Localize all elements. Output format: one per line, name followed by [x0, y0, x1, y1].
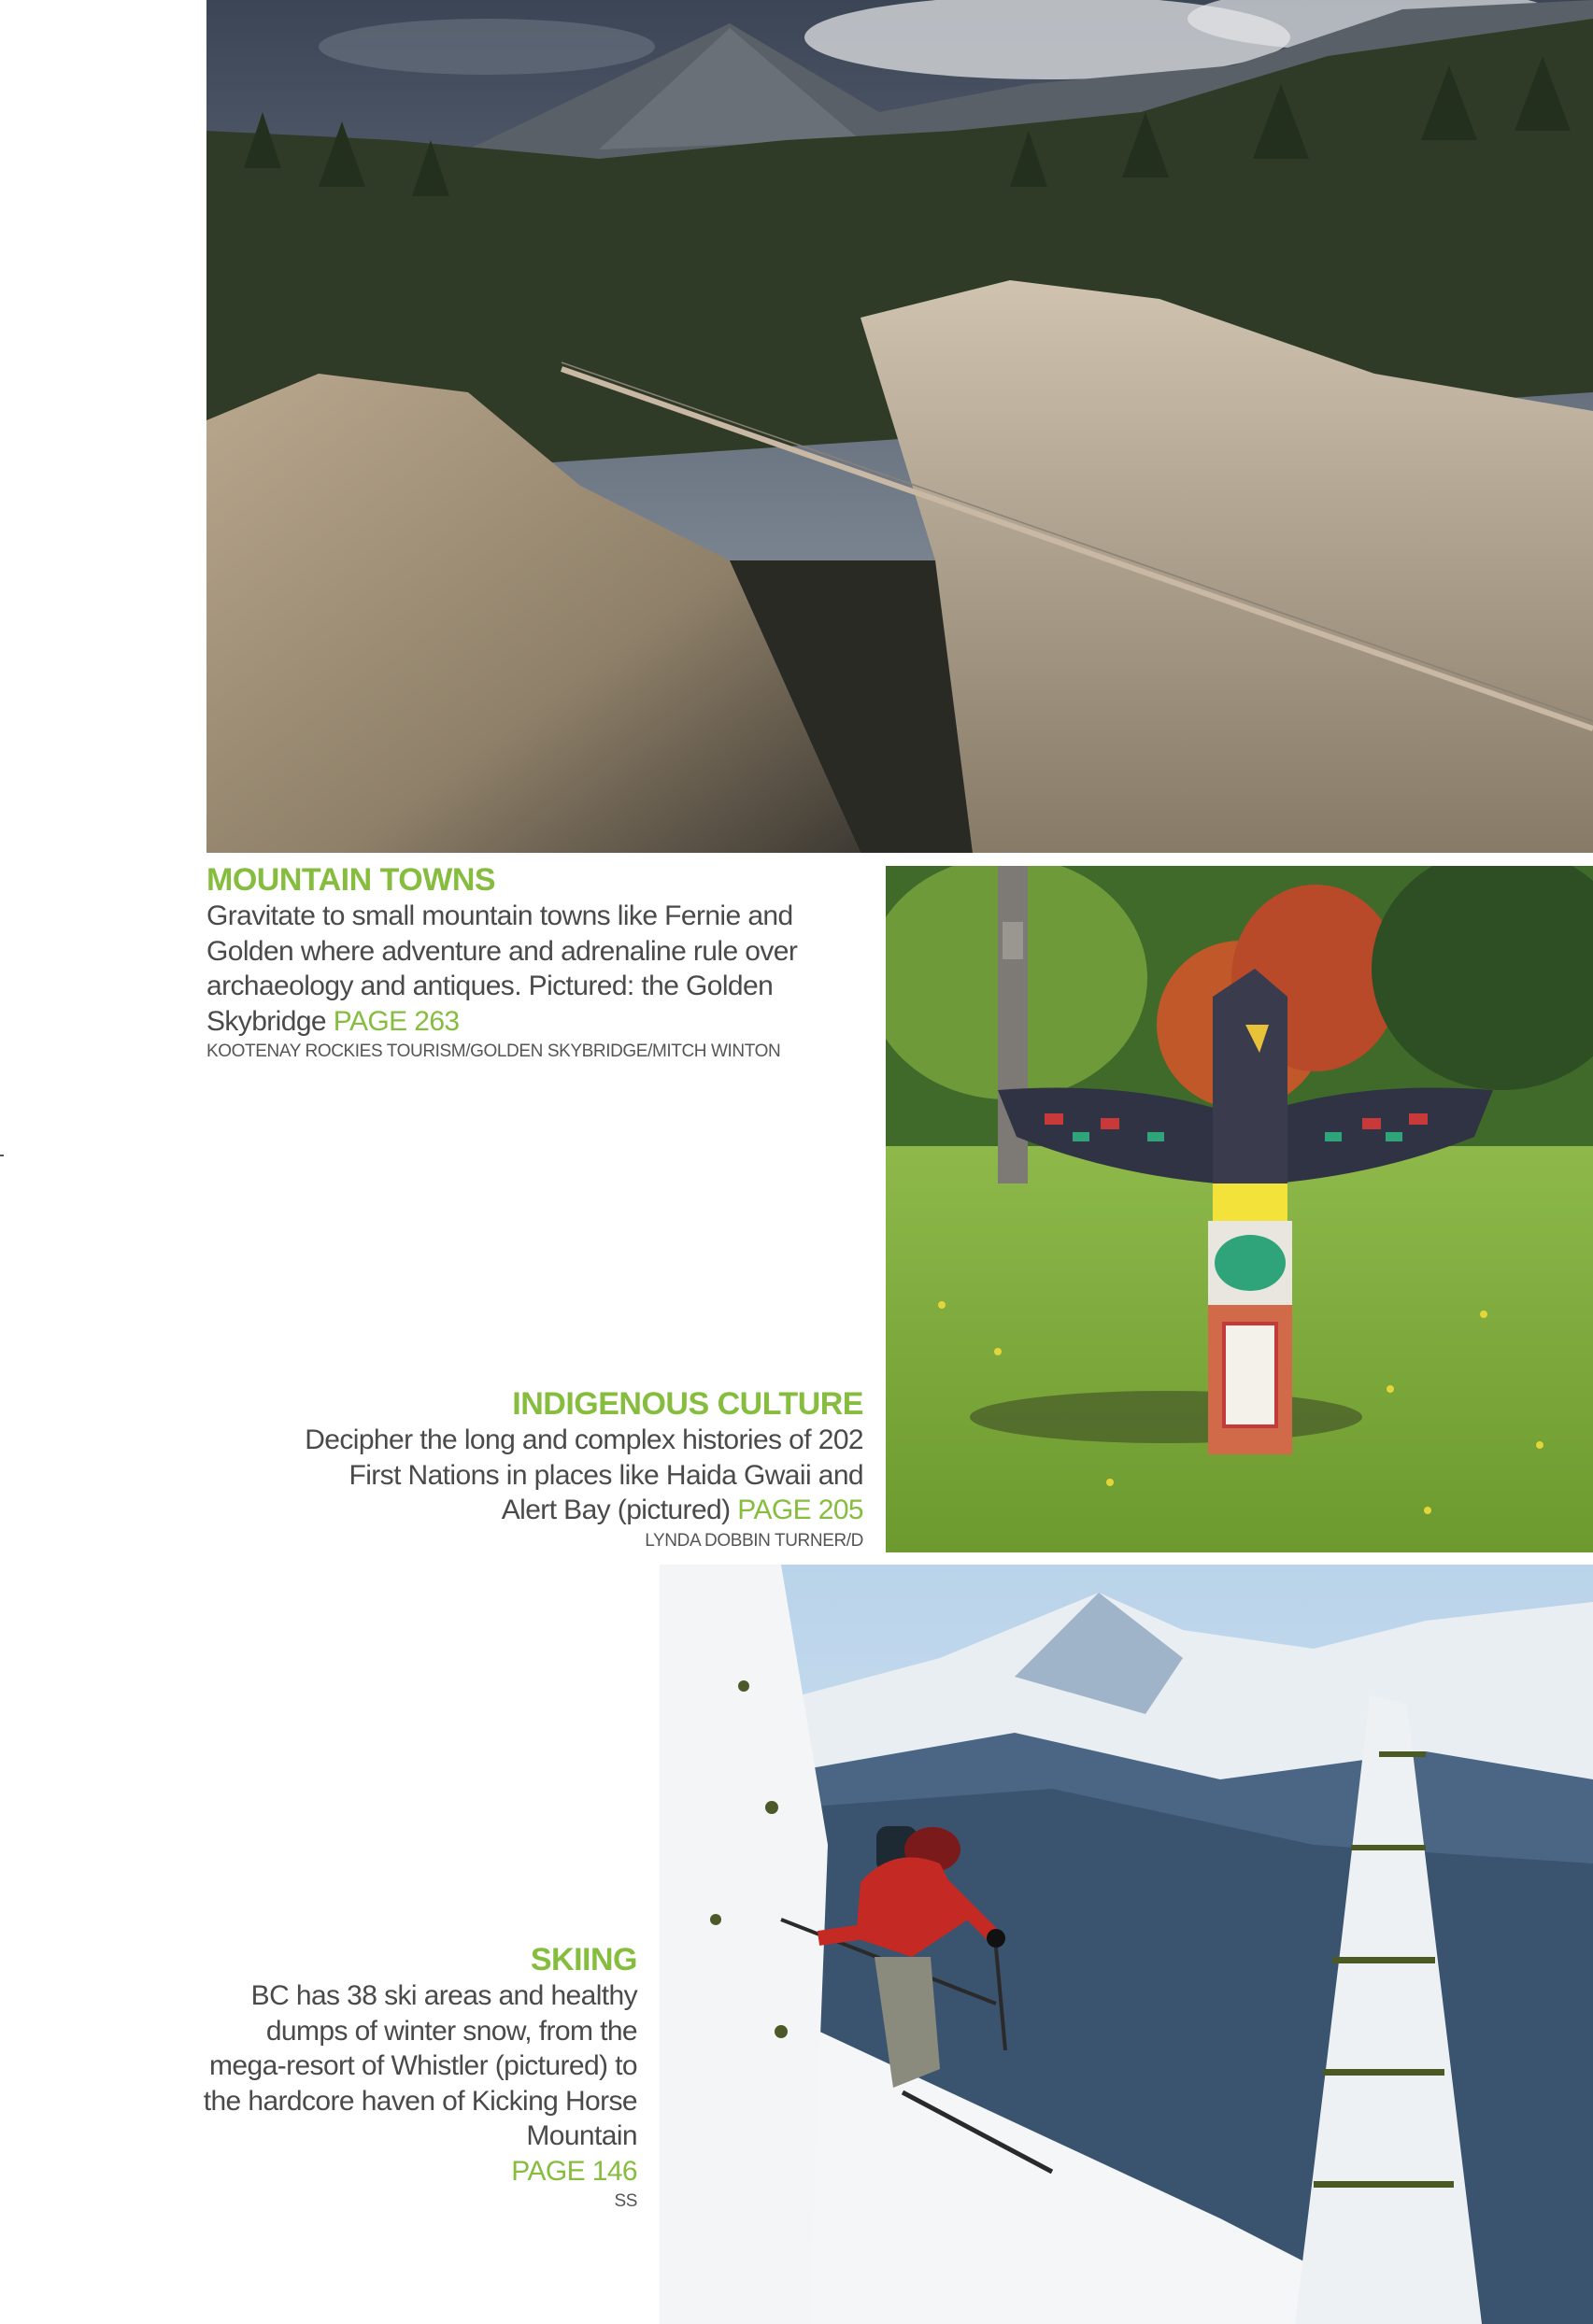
page-reference: PAGE 205 — [737, 1495, 863, 1525]
section-text: Decipher the long and complex histories of 202 First Nations in places like Haida Gwaii and Alert Bay (pictured) — [305, 1424, 863, 1525]
section-heading: INDIGENOUS CULTURE — [512, 1386, 863, 1422]
skier-photo — [660, 1565, 1593, 2324]
section-body: BC has 38 ski areas and healthy dumps of winter snow, from the mega-resort of Whistler (pictured) to the hardcore haven of Kicking Horse Mountain — [203, 1980, 637, 2151]
caption-indigenous-culture — [299, 1385, 863, 1552]
photo-credit: LYNDA DOBBIN TURNER/D — [645, 1530, 863, 1551]
section-text: Gravitate to small mountain towns like Fernie and Golden where adventure and adrenaline rule over archaeology and antiques. Pictured: the Golden Skybridge — [206, 900, 798, 1037]
skybridge-photo — [206, 0, 1593, 853]
page-reference: PAGE 146 — [511, 2155, 637, 2187]
totem-pole-photo — [886, 866, 1593, 1552]
section-body — [206, 899, 861, 1039]
margin-mark — [0, 1155, 4, 1156]
section-heading: MOUNTAIN TOWNS — [206, 862, 496, 898]
section-body — [299, 1423, 863, 1528]
page-reference: PAGE 263 — [333, 1005, 460, 1037]
photo-credit: KOOTENAY ROCKIES TOURISM/GOLDEN SKYBRIDGE/MITCH WINTON — [206, 1042, 781, 1061]
section-heading: SKIING — [530, 1942, 637, 1977]
caption-mountain-towns — [206, 861, 861, 1063]
photo-credit: SS — [614, 2191, 637, 2211]
caption-skiing — [187, 1941, 637, 2213]
